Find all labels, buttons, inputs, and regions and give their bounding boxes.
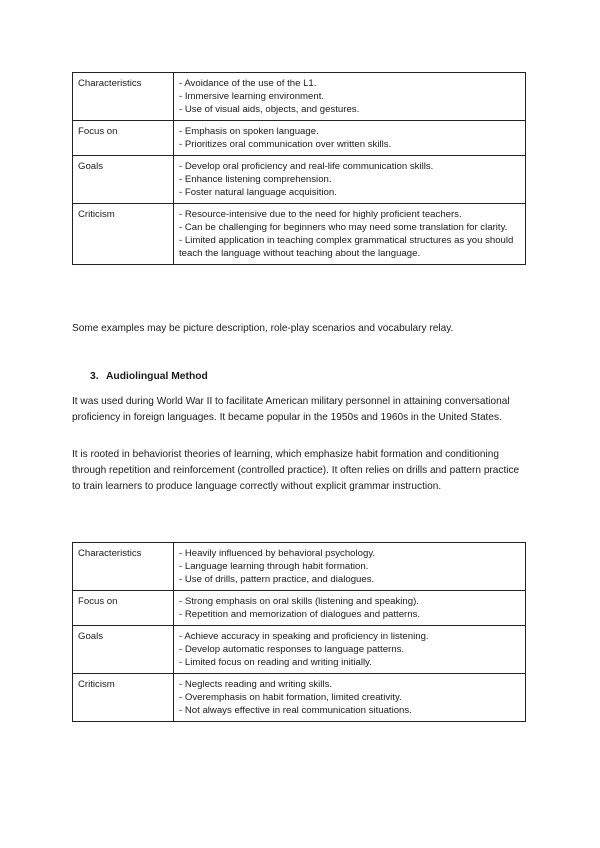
row-label: Criticism [73, 204, 174, 265]
row-label: Criticism [73, 674, 174, 722]
audiolingual-method-table [72, 542, 526, 722]
row-content: - Neglects reading and writing skills. - Overemphasis on habit formation, limited creativity. - Not always effective in real communication situations. [174, 674, 526, 722]
section-heading [72, 369, 208, 385]
table-row [73, 543, 526, 591]
row-content: - Strong emphasis on oral skills (listening and speaking). - Repetition and memorization of dialogues and patterns. [174, 591, 526, 626]
table-row [73, 626, 526, 674]
row-content: - Emphasis on spoken language. - Prioritizes oral communication over written skills. [174, 121, 526, 156]
table-row [73, 591, 526, 626]
row-content: - Avoidance of the use of the L1. - Immersive learning environment. - Use of visual aids, objects, and gestures. [174, 73, 526, 121]
table-row [73, 121, 526, 156]
section-title: Audiolingual Method [106, 371, 208, 382]
table-row [73, 73, 526, 121]
table-row [73, 204, 526, 265]
theory-paragraph: It is rooted in behaviorist theories of learning, which emphasize habit formation and conditioning through repetition and reinforcement (controlled practice). It often relies on drills and pattern practice to train learners to produce language correctly without explicit grammar instruction. [72, 449, 520, 492]
row-label: Focus on [73, 591, 174, 626]
row-content: - Develop oral proficiency and real-life communication skills. - Enhance listening comprehension. - Foster natural language acquisition. [174, 156, 526, 204]
row-label: Focus on [73, 121, 174, 156]
row-content: - Resource-intensive due to the need for highly proficient teachers. - Can be challenging for beginners who may need some translation for clarity. - Limited application in teaching complex grammatical structures as you should teach the language without teaching about the language. [174, 204, 526, 265]
row-content: - Achieve accuracy in speaking and proficiency in listening. - Develop automatic responses to language patterns. - Limited focus on reading and writing initially. [174, 626, 526, 674]
table-row [73, 156, 526, 204]
row-label: Characteristics [73, 73, 174, 121]
history-paragraph: It was used during World War II to facilitate American military personnel in attaining conversational proficiency in foreign languages. It became popular in the 1950s and 1960s in the United States. [72, 396, 510, 423]
row-content: - Heavily influenced by behavioral psychology. - Language learning through habit formation. - Use of drills, pattern practice, and dialogues. [174, 543, 526, 591]
row-label: Goals [73, 626, 174, 674]
table-row [73, 674, 526, 722]
examples-paragraph: Some examples may be picture description, role-play scenarios and vocabulary relay. [72, 323, 454, 334]
section-number: 3. [90, 371, 99, 382]
direct-method-table [72, 72, 526, 265]
row-label: Goals [73, 156, 174, 204]
row-label: Characteristics [73, 543, 174, 591]
